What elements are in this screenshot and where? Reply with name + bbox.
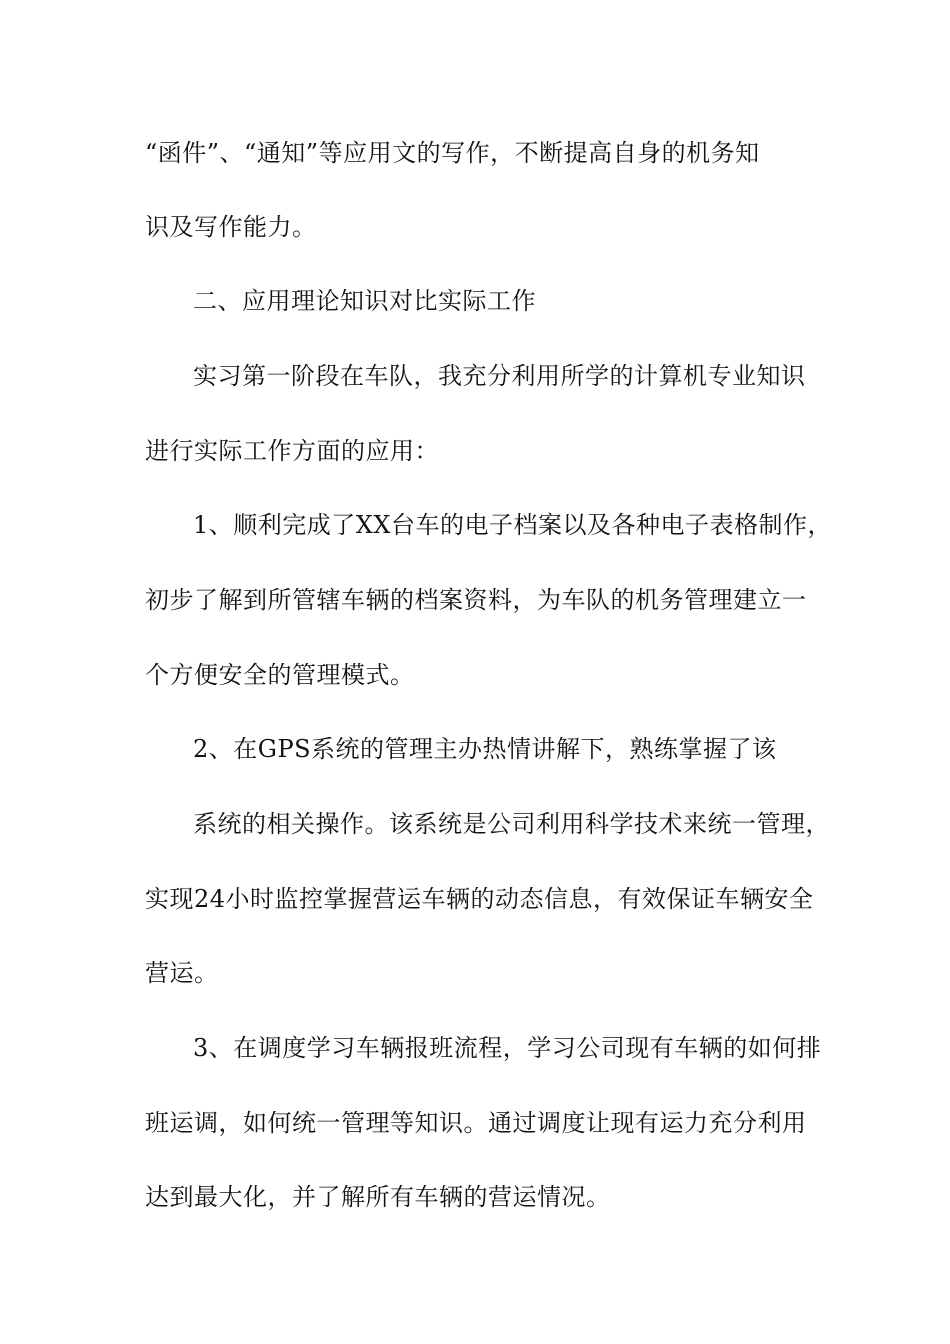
list-item-3-line: 3、在调度学习车辆报班流程，学习公司现有车辆的如何排 xyxy=(193,1034,822,1062)
paragraph-line: 识及写作能力。 xyxy=(145,213,317,241)
list-item-2-line: 营运。 xyxy=(145,959,219,987)
list-item-2-line: 系统的相关操作。该系统是公司利用科学技术来统一管理， xyxy=(193,810,830,838)
paragraph-line: 实习第一阶段在车队，我充分利用所学的计算机专业知识 xyxy=(193,362,806,390)
list-item-2-line: 实现24小时监控掌握营运车辆的动态信息，有效保证车辆安全 xyxy=(145,885,814,913)
list-item-1-line: 个方便安全的管理模式。 xyxy=(145,661,415,689)
list-item-3-line: 班运调，如何统一管理等知识。通过调度让现有运力充分利用 xyxy=(145,1109,807,1137)
section-heading: 二、应用理论知识对比实际工作 xyxy=(193,287,536,315)
paragraph-line: “函件”、“通知”等应用文的写作，不断提高自身的机务知 xyxy=(145,139,760,167)
list-item-1-line: 1、顺利完成了XX台车的电子档案以及各种电子表格制作， xyxy=(193,511,832,539)
list-item-1-line: 初步了解到所管辖车辆的档案资料，为车队的机务管理建立一 xyxy=(145,586,807,614)
list-item-2-line: 2、在GPS系统的管理主办热情讲解下，熟练掌握了该 xyxy=(193,735,777,763)
list-item-3-line: 达到最大化，并了解所有车辆的营运情况。 xyxy=(145,1183,611,1211)
paragraph-line: 进行实际工作方面的应用： xyxy=(145,437,439,465)
